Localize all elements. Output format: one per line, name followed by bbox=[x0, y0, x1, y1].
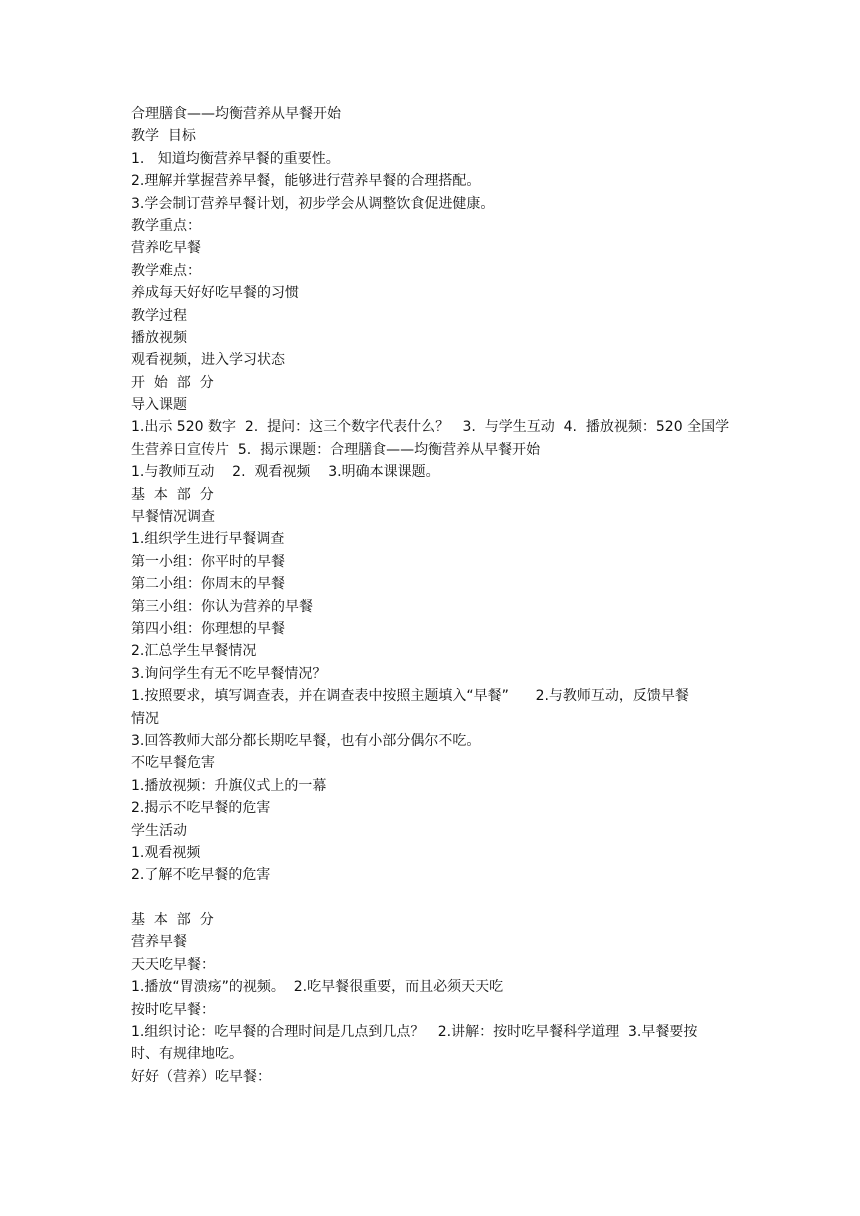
text-line: 1.播放视频：升旗仪式上的一幕 bbox=[131, 777, 327, 794]
text-line: 3.回答教师大部分都长期吃早餐，也有小部分偶尔不吃。 bbox=[131, 732, 481, 749]
text-line: 时、有规律地吃。 bbox=[131, 1046, 243, 1063]
blank-line bbox=[131, 887, 731, 909]
text-line: 营养吃早餐 bbox=[131, 240, 201, 257]
text-line: 1. 知道均衡营养早餐的重要性。 bbox=[131, 150, 340, 167]
document-page bbox=[131, 103, 731, 1088]
text-line: 第四小组：你理想的早餐 bbox=[131, 620, 285, 637]
text-line: 1.按照要求，填写调查表，并在调查表中按照主题填入“早餐” 2.与教师互动，反馈早餐 bbox=[131, 688, 689, 705]
text-line: 2.理解并掌握营养早餐，能够进行营养早餐的合理搭配。 bbox=[131, 173, 481, 190]
text-line: 1.观看视频 bbox=[131, 844, 201, 861]
text-line: 早餐情况调查 bbox=[131, 509, 215, 526]
text-line: 3.学会制订营养早餐计划，初步学会从调整饮食促进健康。 bbox=[131, 195, 495, 212]
text-line: 2.汇总学生早餐情况 bbox=[131, 643, 257, 660]
text-line: 营养早餐 bbox=[131, 934, 187, 951]
text-line: 情况 bbox=[131, 710, 159, 727]
text-line: 观看视频，进入学习状态 bbox=[131, 352, 285, 369]
text-line: 1.组织讨论：吃早餐的合理时间是几点到几点？ 2.讲解：按时吃早餐科学道理 3.早餐要按 bbox=[131, 1024, 698, 1041]
section-heading: 基 本 部 分 bbox=[131, 912, 214, 929]
heading-teaching-process: 教学过程 bbox=[131, 307, 187, 324]
text-line: 第三小组：你认为营养的早餐 bbox=[131, 598, 313, 615]
section-heading: 开 始 部 分 bbox=[131, 374, 214, 391]
text-line: 2.了解不吃早餐的危害 bbox=[131, 867, 271, 884]
text-line: 养成每天好好吃早餐的习惯 bbox=[131, 285, 299, 302]
text-line: 第一小组：你平时的早餐 bbox=[131, 553, 285, 570]
text-line: 1.组织学生进行早餐调查 bbox=[131, 531, 285, 548]
text-line: 天天吃早餐： bbox=[131, 956, 215, 973]
section-heading: 基 本 部 分 bbox=[131, 486, 214, 503]
heading-key-points: 教学重点： bbox=[131, 217, 201, 234]
text-line: 3.询问学生有无不吃早餐情况？ bbox=[131, 665, 327, 682]
text-line: 学生活动 bbox=[131, 822, 187, 839]
text-line: 按时吃早餐： bbox=[131, 1001, 215, 1018]
document-title: 合理膳食——均衡营养从早餐开始 bbox=[131, 106, 341, 122]
text-line: 1.播放“胃溃疡”的视频。 2.吃早餐很重要，而且必须天天吃 bbox=[131, 979, 504, 996]
text-line: 1.出示 520 数字 2. 提问：这三个数字代表什么？ 3. 与学生互动 4. 播放视频：520 全国学 bbox=[131, 419, 730, 436]
text-line: 第二小组：你周末的早餐 bbox=[131, 576, 285, 593]
text-line: 不吃早餐危害 bbox=[131, 755, 215, 772]
text-line: 好好（营养）吃早餐： bbox=[131, 1068, 271, 1085]
text-line: 生营养日宣传片 5. 揭示课题：合理膳食——均衡营养从早餐开始 bbox=[131, 441, 541, 458]
text-line: 播放视频 bbox=[131, 329, 187, 346]
text-line: 1.与教师互动 2. 观看视频 3.明确本课课题。 bbox=[131, 464, 440, 481]
text-line: 导入课题 bbox=[131, 397, 187, 414]
heading-teaching-goals: 教学 目标 bbox=[131, 128, 196, 145]
text-line: 2.揭示不吃早餐的危害 bbox=[131, 800, 271, 817]
heading-difficulties: 教学难点： bbox=[131, 262, 201, 279]
